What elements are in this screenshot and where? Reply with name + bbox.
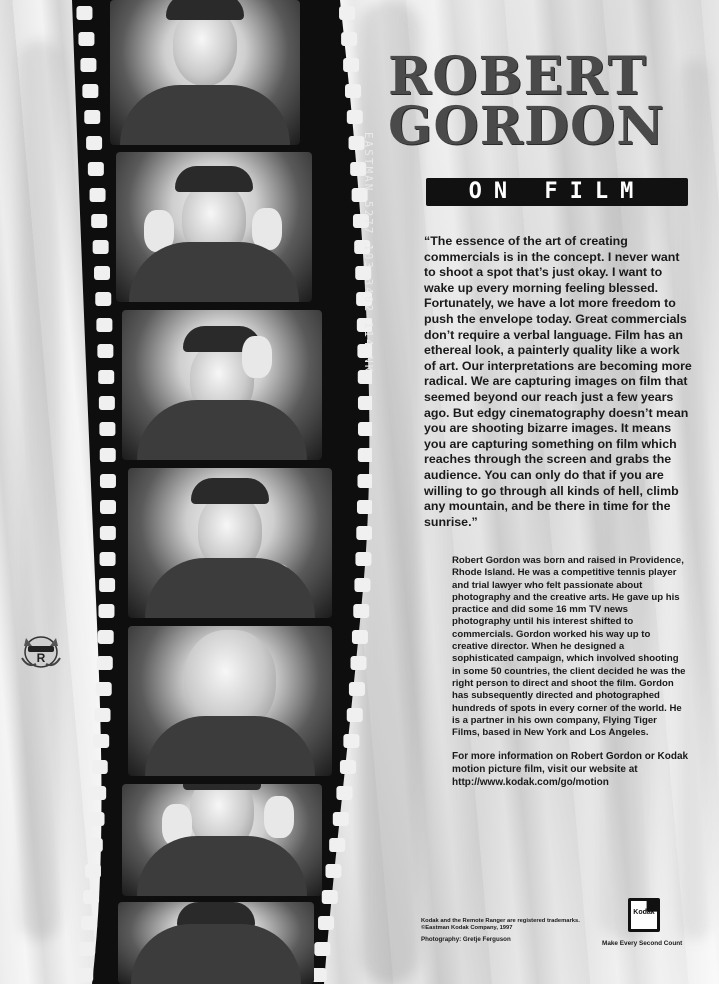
sprocket-hole [93,240,109,254]
sprocket-hole [82,84,98,98]
sprocket-hole [100,526,116,540]
brand-tagline: Make Every Second Count [602,940,683,947]
kodak-logo-text: Kodak [633,909,655,916]
film-strip [62,0,375,984]
sprocket-hole [347,110,363,124]
sprocket-hole [358,448,372,462]
sprocket-hole [91,214,107,228]
film-frame-1 [110,0,300,145]
portrait-cap [166,0,244,20]
sprocket-hole [98,370,114,384]
sprocket-hole [345,84,361,98]
sprocket-hole [353,604,369,618]
sprocket-hole [83,890,99,904]
sprocket-hole [99,422,115,436]
sprocket-hole [98,630,114,644]
film-frame-6 [122,784,322,896]
sprocket-hole [89,812,105,826]
sprocket-hole [99,396,115,410]
svg-text:R: R [36,651,46,665]
sprocket-hole [90,786,106,800]
portrait-torso [137,400,307,460]
title-line-2: GORDON [388,96,665,157]
portrait-cap [175,166,253,192]
sprocket-hole [341,32,357,46]
sprocket-hole [92,760,108,774]
film-frame-7 [118,902,314,984]
sprocket-hole [100,552,116,566]
sprocket-hole [96,682,112,696]
portrait-cap [183,784,261,790]
sprocket-hole [339,6,355,20]
sprocket-hole [95,292,111,306]
page-title [388,46,688,157]
portrait-hand [264,796,294,838]
portrait-torso [120,85,290,145]
sprocket-hole [97,344,113,358]
sprocket-hole [347,708,363,722]
sprocket-hole [76,6,92,20]
sprocket-hole [343,58,359,72]
portrait-hand [242,336,272,378]
remote-ranger-mascot-icon [18,628,64,672]
film-frame-2 [116,152,312,302]
more-info-text: For more information on Robert Gordon or Kodak motion picture film, visit our website at http://www.kodak.com/go/motion [452,751,689,788]
sprocket-hole [343,734,359,748]
sprocket-hole [78,32,94,46]
biography-text: Robert Gordon was born and raised in Providence, Rhode Island. He was a competitive tennis player and trial lawyer who felt passionate about photography and the creative arts. He gave up his practice and did some 16 mm TV news photography until his interest shifted to commercials. Gordon worked his way up to creative director. When he designed a sophisticated campaign, which involved shooting in some 50 countries, the client decided he was the right person to direct and shoot the film. Gordon has subsequently directed and photographed hundreds of spots in every corner of the world. He is a partner in his own company, Flying Tiger Films, based in New York and Los Angeles. [452,555,686,739]
pull-quote: “The essence of the art of creating commercials is in the concept. I never want to shoot a spot that’s just okay. I want to wake up every morning feeling blessed. Fortunately, we have a lot more freedom to push the envelope today. Great commercials don’t require a verbal language. Film has an ethereal look, a painterly quality like a work of art. Our interpretations are becoming more radical. We are capturing images on film that seemed beyond our reach just a few years ago. But edgy cinematography doesn’t mean you are shooting bizarre images. It means you are capturing something on film which reaches through the screen and grabs the audience. You can only do that if you are willing to go through all kinds of hell, climb any mountain, and be there in time for the sunrise.” [424,234,692,529]
portrait-cap [191,478,269,504]
legal-notice [421,918,591,943]
sprocket-hole [96,318,112,332]
sprocket-hole [351,656,367,670]
sprocket-hole [87,838,103,852]
sprocket-hole [325,864,341,878]
sprocket-hole [357,500,372,514]
photo-credit: Photography: Gretje Ferguson [421,936,511,943]
portrait-torso [137,836,307,896]
sprocket-hole [90,188,106,202]
sprocket-hole [97,656,113,670]
sprocket-hole [100,448,116,462]
sprocket-hole [86,136,102,150]
sprocket-hole [318,916,334,930]
sprocket-hole [80,58,96,72]
title-line-1: ROBERT [388,46,648,107]
sprocket-hole [355,552,371,566]
sprocket-hole [314,942,330,956]
sprocket-hole [81,916,97,930]
sprocket-hole [352,630,368,644]
sprocket-hole [77,968,93,982]
sprocket-hole [340,760,356,774]
film-frame-3 [122,310,322,460]
sprocket-hole [336,786,352,800]
portrait-torso [131,924,301,984]
trademark-text: Kodak and the Remote Ranger are registered trademarks. ©Eastman Kodak Company, 1997 [421,918,580,931]
background-streak [20,40,60,940]
sprocket-hole [354,578,370,592]
sprocket-hole [358,396,372,410]
kodak-logo-icon [628,898,660,932]
sprocket-hole [356,526,372,540]
subtitle-on-film: ON FILM [426,178,688,206]
sprocket-hole [84,110,100,124]
sprocket-hole [79,942,95,956]
sprocket-hole [357,474,372,488]
sprocket-hole [322,890,338,904]
sprocket-hole [329,838,345,852]
sprocket-hole [100,474,116,488]
sprocket-hole [88,162,104,176]
sprocket-hole [100,500,116,514]
portrait-torso [145,558,315,618]
film-frame-4 [128,468,332,618]
sprocket-hole [94,266,110,280]
film-edge-code: EASTMAN 5277 103 3402 114 NK [362,132,375,374]
sprocket-hole [349,682,365,696]
sprocket-hole [93,734,109,748]
sprocket-hole [358,422,372,436]
portrait-torso [145,716,315,776]
sprocket-hole [95,708,111,722]
sprocket-hole [85,864,101,878]
film-frame-5 [128,626,332,776]
sprocket-hole [333,812,349,826]
sprocket-hole [98,604,114,618]
sprocket-hole [99,578,115,592]
